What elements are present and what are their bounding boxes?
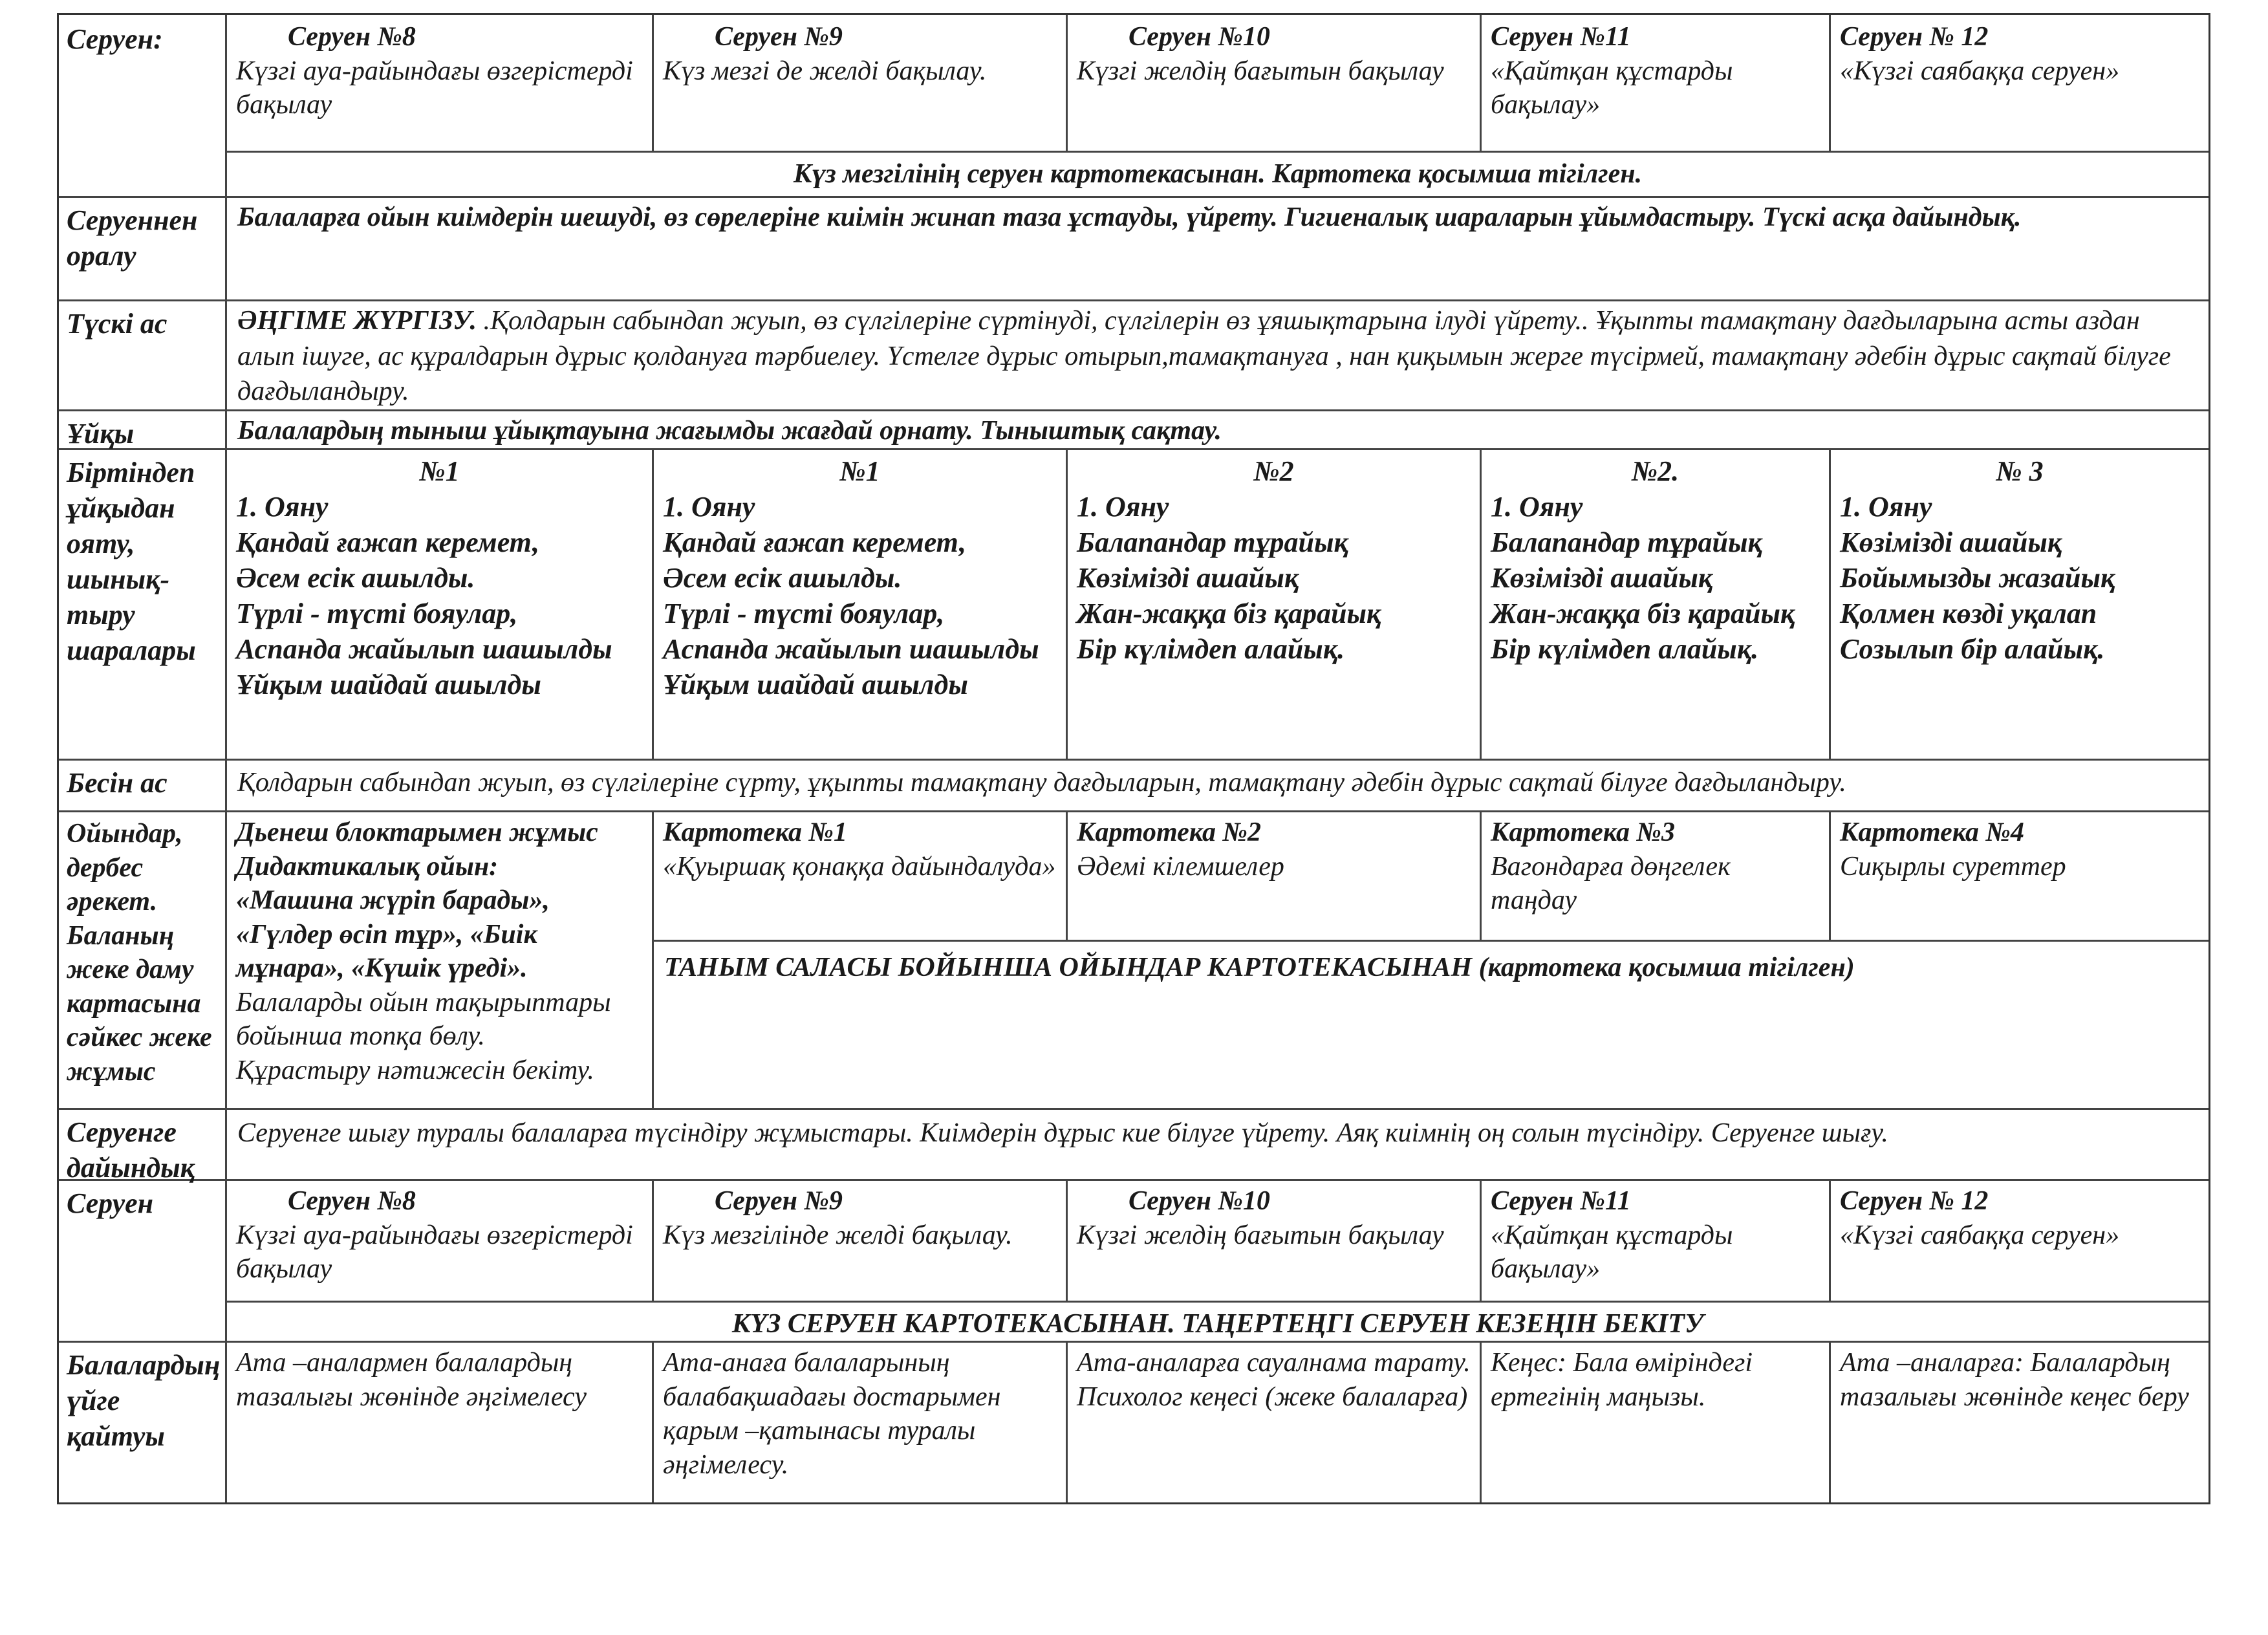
wake-line: Көзімізді ашайық: [1491, 562, 1713, 594]
walk-text: Күз мезгілінде желді бақылау.: [663, 1220, 1013, 1250]
card-text: Сиқырлы суреттер: [1840, 851, 2066, 882]
walk-cell-10: [1068, 1179, 1482, 1301]
wake-line: Ұйқым шайдай ашылды: [663, 669, 968, 700]
activity-line: «Машина жүріп барады»,: [236, 885, 550, 915]
wake-line: Көзімізді ашайық: [1840, 526, 2062, 558]
activity-line: Құрастыру нәтижесін бекіту.: [236, 1055, 594, 1085]
wake-line: 1. Ояну: [1077, 491, 1169, 523]
walk-cell-9: [654, 15, 1068, 151]
wake-num: № 3: [1996, 455, 2044, 487]
home-cell-2: Ата-анаға балаларының балабақшадағы достарымен қарым –қатынасы туралы әңгімелесу.: [654, 1341, 1068, 1502]
walk-text: Күзгі ауа-райындағы өзгерістерді бақылау: [236, 56, 633, 120]
sleep-text: Балалардың тыныш ұйықтауына жағымды жағдай орнату. Тыныштық сақтау.: [237, 416, 1222, 446]
wake-line: 1. Ояну: [663, 491, 755, 523]
home-cell-4: Кеңес: Бала өміріндегі ертегінің маңызы.: [1482, 1341, 1831, 1502]
home-cell-1: Ата –аналармен балалардың тазалығы жөнінде әңгімелесу: [227, 1341, 654, 1502]
walk-title: Серуен №8: [288, 22, 416, 52]
walk-text: Күзгі желдің бағытын бақылау: [1077, 56, 1444, 86]
wake-cell-1: [227, 448, 654, 759]
walk-title: Серуен № 12: [1840, 22, 1989, 52]
wake-line: Созылып бір алайық.: [1840, 633, 2105, 665]
row-walk-2: [59, 1179, 2209, 1343]
card-text: «Қуыршақ қонаққа дайындалуда»: [663, 851, 1056, 882]
activity-line: Балаларды ойын тақырыптары бойынша топқа бөлу.: [236, 987, 611, 1051]
walk-text: «Қайтқан құстарды бақылау»: [1491, 56, 1733, 120]
wake-line: Бойымызды жазайық: [1840, 562, 2115, 594]
walk-title: Серуен № 12: [1840, 1186, 1989, 1216]
wake-line: Қолмен көзді уқалап: [1840, 598, 2097, 629]
walk-cell-8: [227, 15, 654, 151]
wake-num: №2: [1253, 455, 1294, 487]
row-label: Серуеннен оралу: [59, 196, 227, 299]
lunch-body: .Қолдарын сабындап жуып, өз сүлгілеріне сүртінуді, сүлгілерін өз ұяшықтарына ілуді үйрету.. Ұқыпты тамақтану дағдыларына асты аздан алып ішуге, ас құралдарын дұрыс қолдануға тәрбиелеу. Үстелге дұрыс отырып,тамақтануға , нан қиқымын жерге түсірмей, тамақтану әдебін дұрыс сақтай білуге дағдыландыру.: [237, 306, 2171, 407]
row-going-home: [59, 1341, 2209, 1502]
walk-text: Күзгі желдің бағытын бақылау: [1077, 1220, 1444, 1250]
wake-cell-5: [1831, 448, 2209, 759]
wake-line: Көзімізді ашайық: [1077, 562, 1299, 594]
wake-line: Қандай ғажап керемет,: [663, 526, 966, 558]
walk-text: «Күзгі саябаққа серуен»: [1840, 1220, 2120, 1250]
walk-cell-12: [1831, 1179, 2209, 1301]
row-label: Серуен: [59, 1179, 227, 1341]
activity-line: «Гүлдер өсіп тұр», «Биік мұнара», «Күшік үреді».: [236, 919, 537, 983]
row-return: [59, 196, 2209, 301]
wake-cell-2: [654, 448, 1068, 759]
wake-line: Балапандар тұрайық: [1077, 526, 1348, 558]
games-card-note: [654, 946, 2209, 990]
wake-line: 1. Ояну: [236, 491, 329, 523]
walk-cell-8: [227, 1179, 654, 1301]
walk-text: Күзгі ауа-райындағы өзгерістерді бақылау: [236, 1220, 633, 1284]
wake-line: Ұйқым шайдай ашылды: [236, 669, 541, 700]
row-label: Ұйқы: [59, 409, 227, 448]
card-title: Картотека №4: [1840, 817, 2024, 847]
prep-text: Серуенге шығу туралы балаларға түсіндіру жұмыстары. Киімдерін дұрыс кие білуге үйрету. Аяқ киімнің оң солын түсіндіру. Серуенге шығу.: [237, 1118, 1888, 1148]
walk-cell-9: [654, 1179, 1068, 1301]
home-cell-5: Ата –аналарға: Балалардың тазалығы жөнінде кеңес беру: [1840, 1348, 2189, 1412]
home-cell-3: Ата-аналарға сауалнама тарату. Психолог кеңесі (жеке балаларға): [1068, 1341, 1482, 1502]
wake-cell-3: [1068, 448, 1482, 759]
wake-num: №2.: [1631, 455, 1679, 487]
wake-line: Әсем есік ашылды.: [236, 562, 475, 594]
card-title: Картотека №2: [1077, 817, 1261, 847]
row-walk-prep: [59, 1108, 2209, 1184]
wake-cell-4: [1482, 448, 1831, 759]
wake-line: Аспанда жайылып шашылды: [236, 633, 612, 665]
row-wake-up: [59, 448, 2209, 761]
row-snack: [59, 759, 2209, 812]
wake-line: Балапандар тұрайық: [1491, 526, 1762, 558]
walk-title: Серуен №9: [715, 22, 843, 52]
snack-text: Қолдарын сабындап жуып, өз сүлгілеріне сүрту, ұқыпты тамақтану дағдыларын, тамақтану әдебін дұрыс сақтай білуге дағдыландыру.: [237, 768, 1846, 797]
games-note-rest: (картотека қосымша тігілген): [1472, 953, 1855, 982]
row-label: Ойындар, дербес әрекет. Баланың жеке даму картасына сәйкес жеке жұмыс: [59, 810, 227, 1108]
cards-row: [654, 810, 2209, 942]
wake-line: Жан-жаққа біз қарайық: [1491, 598, 1795, 629]
wake-line: Жан-жаққа біз қарайық: [1077, 598, 1381, 629]
walk-text: «Күзгі саябаққа серуен»: [1840, 56, 2120, 86]
card-title: Картотека №3: [1491, 817, 1675, 847]
card-text: Әдемі кілемшелер: [1077, 851, 1284, 882]
card-text: Вагондарға дөңгелек таңдау: [1491, 851, 1731, 915]
walk-title: Серуен №10: [1129, 22, 1270, 52]
walk-title: Серуен №11: [1491, 22, 1631, 52]
row-games: [59, 810, 2209, 1110]
wake-line: Түрлі - түсті бояулар,: [663, 598, 945, 629]
row-label: Түскі ас: [59, 299, 227, 409]
wake-line: 1. Ояну: [1491, 491, 1583, 523]
card-3: [1482, 810, 1831, 940]
row-label: Балалардың үйге қайтуы: [59, 1341, 227, 1502]
wake-line: Бір күлімдеп алайық.: [1491, 633, 1759, 665]
walk-card-note: Күз мезгілінің серуен картотекасынан. Картотека қосымша тігілген.: [227, 151, 2209, 196]
walk-card-note: КҮЗ СЕРУЕН КАРТОТЕКАСЫНАН. ТАҢЕРТЕҢГІ СЕРУЕН КЕЗЕҢІН БЕКІТУ: [227, 1301, 2209, 1341]
wake-line: Әсем есік ашылды.: [663, 562, 902, 594]
schedule-table: [57, 13, 2210, 1504]
games-note-bold: ТАНЫМ САЛАСЫ БОЙЫНША ОЙЫНДАР КАРТОТЕКАСЫНАН: [664, 953, 1473, 982]
row-label: Біртіндеп ұйқыдан ояту, шынық-тыру шаралары: [59, 448, 227, 759]
walk-title: Серуен №10: [1129, 1186, 1270, 1216]
lunch-lead: ӘҢГІМЕ ЖҮРГІЗУ.: [237, 306, 477, 336]
row-label: Серуен:: [59, 15, 227, 196]
walk-cell-11: [1482, 15, 1831, 151]
row-label: Серуенге дайындық: [59, 1108, 227, 1179]
walk-cell-11: [1482, 1179, 1831, 1301]
walk-text: «Қайтқан құстарды бақылау»: [1491, 1220, 1733, 1284]
walk-title: Серуен №11: [1491, 1186, 1631, 1216]
lunch-text: [227, 299, 2209, 413]
walk-title: Серуен №8: [288, 1186, 416, 1216]
row-walk-1: [59, 15, 2209, 198]
activity-line: Дидактикалық ойын:: [236, 851, 499, 882]
row-label: Бесін ас: [59, 759, 227, 810]
card-2: [1068, 810, 1482, 940]
card-4: [1831, 810, 2209, 940]
row-lunch: [59, 299, 2209, 411]
wake-num: №1: [839, 455, 880, 487]
wake-line: Түрлі - түсті бояулар,: [236, 598, 518, 629]
card-1: [654, 810, 1068, 940]
games-activity: [227, 810, 654, 1108]
wake-line: 1. Ояну: [1840, 491, 1932, 523]
wake-num: №1: [419, 455, 460, 487]
wake-line: Аспанда жайылып шашылды: [663, 633, 1039, 665]
return-text: Балаларға ойын киімдерін шешуді, өз сөрелеріне киімін жинап таза ұстауды, үйрету. Гигиеналық шараларын ұйымдастыру. Түскі асқа дайындық.: [237, 202, 2022, 232]
activity-line: Дьенеш блоктарымен жұмыс: [236, 817, 598, 847]
walk-text: Күз мезгі де желді бақылау.: [663, 56, 987, 86]
wake-line: Бір күлімдеп алайық.: [1077, 633, 1345, 665]
walk-cell-10: [1068, 15, 1482, 151]
card-title: Картотека №1: [663, 817, 847, 847]
wake-line: Қандай ғажап керемет,: [236, 526, 539, 558]
walk-cell-12: [1831, 15, 2209, 151]
walk-title: Серуен №9: [715, 1186, 843, 1216]
row-sleep: [59, 409, 2209, 450]
